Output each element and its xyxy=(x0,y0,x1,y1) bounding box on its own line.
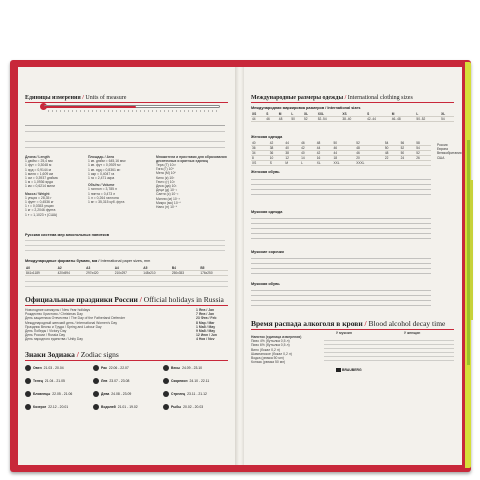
zodiac-sign: Козерог 22.12 - 20.01 xyxy=(25,404,68,410)
weight-row: 1 т = 1,1023 т (США) xyxy=(25,212,58,217)
aquarius-icon xyxy=(93,404,99,410)
paper-line xyxy=(25,281,228,282)
volume-row: 1 м³ = 35,315 куб. фута xyxy=(88,200,125,205)
holiday-item: Международный женский день / International Women's Day xyxy=(25,320,118,325)
zodiac-sign: Рак 22.06 - 22.07 xyxy=(93,365,129,371)
length-title: Длина / Length xyxy=(25,155,50,159)
alcohol-rule xyxy=(251,329,454,330)
length-column xyxy=(25,155,80,217)
table-line xyxy=(251,238,431,239)
notebook xyxy=(10,60,471,472)
brand-logo: BRAUBERG xyxy=(336,368,362,372)
scorpio-icon xyxy=(163,378,169,384)
virgo-icon xyxy=(93,391,99,397)
sizes-heading: Международные размеры одежды / International clothing sizes xyxy=(251,95,454,103)
alcohol-row: Пиво 6% (бутылка 0,5 л) xyxy=(251,343,290,348)
paper-table xyxy=(25,266,228,276)
conversion-line xyxy=(25,131,225,132)
paper-title: Международные форматы бумаги, мм / International paper sizes, mm xyxy=(25,259,151,263)
women-clothing-table: 40 42 44 46 48 50 52 54 56 58 36 38 40 42 44 46 48 50 52 54 34 36 38 40 42 44 46 48 50 52 8 10 12 14 16 18 20 22 24 26 XS S M L XL XXL XXXL xyxy=(251,141,431,166)
zodiac-sign: Телец 21.04 - 21.05 xyxy=(25,378,65,384)
alcohol-line xyxy=(324,352,454,353)
marking-table: XS S M L XL XXL XS S M L XL 44 46 48 50 52 52..54 38..40 42..44 46..48 50..52 54 xyxy=(251,112,454,122)
weight-row: 1 г = 0,0353 унции xyxy=(25,204,54,209)
prefix-row: Милли (м) 10⁻³ xyxy=(156,196,180,201)
holiday-date: 4 Ноя / Nov xyxy=(196,337,215,342)
libra-icon xyxy=(163,365,169,371)
measures-line xyxy=(25,250,225,251)
alcohol-row: Шампанское (бокал 0,2 л) xyxy=(251,351,292,356)
table-line xyxy=(251,305,431,306)
length-row: 1 дюйм = 25,4 мм xyxy=(25,159,53,164)
zodiac-sign: Скорпион 24.10 - 22.11 xyxy=(163,378,209,384)
table-line xyxy=(251,290,431,291)
table-line xyxy=(251,300,431,301)
table-line xyxy=(251,189,431,190)
men-shirts-title: Мужские сорочки xyxy=(251,250,284,254)
men-clothing-title: Мужская одежда xyxy=(251,210,283,214)
men-shoes-title: Мужская обувь xyxy=(251,282,280,286)
alcohol-line xyxy=(324,356,454,357)
table-line xyxy=(251,218,431,219)
left-page xyxy=(18,67,236,465)
alcohol-heading: Время распада алкоголя в крови / Blood alcohol decay time xyxy=(251,319,446,328)
gemini-icon xyxy=(25,391,31,397)
area-row: 1 кв. дюйм = 645,16 мм² xyxy=(88,159,126,164)
prefix-row: Санти (с) 10⁻² xyxy=(156,192,179,197)
prefix-row: Дека (да) 10¹ xyxy=(156,184,177,189)
table-line xyxy=(251,223,431,224)
holiday-date: 23 Фев / Feb xyxy=(196,316,217,321)
zodiac-rule xyxy=(25,360,228,361)
measures-line xyxy=(25,245,225,246)
holiday-item: День защитника Отечества / The Day of the Fatherland Defender xyxy=(25,316,126,321)
table-line xyxy=(251,258,431,259)
holiday-date: 1 Май / May xyxy=(196,324,216,329)
prefix-row: Тера (Т) 10¹² xyxy=(156,163,176,167)
alcohol-line xyxy=(324,340,454,341)
area-row: 1 кв. фут = 0,0929 м² xyxy=(88,163,121,168)
table-line xyxy=(251,263,431,264)
weight-title: Масса / Weight xyxy=(25,191,50,196)
prefix-title: Множители и приставки для образования десятичных и кратных единиц xyxy=(156,155,227,163)
bookmark-ribbon xyxy=(470,180,473,320)
weight-row: 1 фунт = 0,4536 кг xyxy=(25,200,54,205)
area-column xyxy=(88,155,146,204)
women-shoes-title: Женская обувь xyxy=(251,170,280,174)
alcohol-row: Водка (рюмка 50 мл) xyxy=(251,356,284,361)
taurus-icon xyxy=(25,378,31,384)
russian-measures-title: Русская система мер алкогольных напитков xyxy=(25,233,110,237)
holiday-item: Рождество Христово / Christmas Day xyxy=(25,312,83,317)
leo-icon xyxy=(93,378,99,384)
zodiac-heading: Знаки Зодиака / Zodiac signs xyxy=(25,350,119,359)
zodiac-sign: Рыбы 20.02 - 20.03 xyxy=(163,404,203,410)
zodiac-sign: Овен 21.03 - 20.04 xyxy=(25,365,64,371)
table-line xyxy=(251,273,431,274)
length-row: 1 фут = 0,3048 м xyxy=(25,163,52,168)
zodiac-sign: Водолей 21.01 - 19.02 xyxy=(93,404,138,410)
brand-icon xyxy=(336,368,341,372)
zodiac-sign: Дева 24.08 - 23.09 xyxy=(93,391,131,397)
measures-line xyxy=(25,240,225,241)
paper-line xyxy=(25,286,228,287)
prefix-row: Гига (Г) 10⁹ xyxy=(156,167,174,172)
cancer-icon xyxy=(93,365,99,371)
area-row: 1 га = 2,471 акра xyxy=(88,176,115,181)
alcohol-women-header: У женщин xyxy=(404,331,421,335)
paper-header-row: A0 A2 A3 A4 A5 B4 B5 xyxy=(25,266,228,271)
holiday-item: Праздник Весны и Труда / Spring and Labour Day xyxy=(25,324,102,329)
holiday-dates xyxy=(196,308,230,342)
holiday-date: 12 Июн / Jun xyxy=(196,333,217,338)
prefix-row: Микро (мк) 10⁻⁶ xyxy=(156,200,181,205)
length-row: 1 м = 1,0936 ярда xyxy=(25,180,53,185)
prefix-row: Мега (М) 10⁶ xyxy=(156,171,176,176)
temperature-scale xyxy=(40,101,228,115)
zodiac-sign: Близнецы 22.05 - 21.06 xyxy=(25,391,72,397)
conversion-line xyxy=(25,141,225,142)
units-heading: Единицы измерения / Units of measure xyxy=(25,95,228,103)
prefix-row: Кило (к) 10³ xyxy=(156,175,175,180)
holiday-date: 1 Янв / Jan xyxy=(196,308,215,312)
holiday-date: 7 Янв / Jan xyxy=(196,312,215,317)
alcohol-line xyxy=(324,348,454,349)
volume-title: Объём / Volume xyxy=(88,183,115,188)
prefix-row: Гекто (г) 10² xyxy=(156,179,175,184)
alcohol-row: Коньяк (рюмка 50 мл) xyxy=(251,360,286,365)
table-line xyxy=(251,184,431,185)
alcohol-line xyxy=(324,344,454,345)
prefix-column xyxy=(156,155,228,209)
prefix-row: Деци (д) 10⁻¹ xyxy=(156,188,177,193)
zodiac-sign: Весы 24.09 - 23.10 xyxy=(163,365,202,371)
table-line xyxy=(251,268,431,269)
countries-legend: Россия Европа Великобритания США xyxy=(437,143,462,160)
pisces-icon xyxy=(163,404,169,410)
holiday-date: 9 Май / May xyxy=(196,329,216,334)
table-line xyxy=(251,295,431,296)
conversion-line xyxy=(25,125,225,126)
conversion-line xyxy=(25,147,225,148)
holiday-item: День народного единства / Unity Day xyxy=(25,337,83,342)
holiday-item: День Победы / Victory Day xyxy=(25,329,67,334)
volume-row: 1 пинта = 0,473 л xyxy=(88,191,116,196)
paper-value-row: 841x1189 420x594 297x420 210x297 148x210 250x353 176x250 xyxy=(25,271,228,276)
alcohol-row: Пиво 4% (бутылка 0,5 л) xyxy=(251,339,290,344)
holidays-heading: Официальные праздники России / Official holidays in Russia xyxy=(25,295,224,304)
weight-row: 1 кг = 2,2046 фунта xyxy=(25,208,56,213)
volume-row: 1 л = 0,264 галлона xyxy=(88,195,119,200)
prefix-row: Нано (н) 10⁻⁹ xyxy=(156,205,178,210)
marking-title: Международная маркировка размеров / International sizes xyxy=(251,106,361,110)
alcohol-row: Вино (бокал 0,2 л) xyxy=(251,347,280,352)
length-row: 1 км = 0,6214 мили xyxy=(25,184,55,189)
table-line xyxy=(251,194,431,195)
holiday-item: День России / Russia Day xyxy=(25,333,66,338)
table-line xyxy=(251,233,431,234)
holiday-date: 8 Мар / Mar xyxy=(196,320,215,325)
right-page xyxy=(244,67,462,465)
capricorn-icon xyxy=(25,404,31,410)
table-line xyxy=(251,228,431,229)
zodiac-sign: Стрелец 23.11 - 21.12 xyxy=(163,391,207,397)
women-clothing-title: Женская одежда xyxy=(251,135,283,139)
area-title: Площадь / Area xyxy=(88,155,115,159)
volume-row: 1 галлон = 3,785 л xyxy=(88,187,117,192)
holidays-rule xyxy=(25,305,228,306)
aries-icon xyxy=(25,365,31,371)
area-row: 1 акр = 0,4047 га xyxy=(88,171,115,176)
area-row: 1 кв. ярд = 0,8361 м² xyxy=(88,167,121,172)
length-row: 1 ярд = 0,9144 м xyxy=(25,167,51,172)
table-line xyxy=(251,179,431,180)
alcohol-line xyxy=(324,360,454,361)
length-row: 1 миля = 1,609 км xyxy=(25,171,53,176)
zodiac-sign: Лев 23.07 - 23.08 xyxy=(93,378,129,384)
thermometer-ticks xyxy=(48,110,220,112)
alcohol-list: Напиток (единица измерения) Пиво 4% (бутылка 0,5 л) Пиво 6% (бутылка 0,5 л) Вино (бокал 0,2 л) Шампанское (бокал 0,2 л) Водка (рюмка 50 мл) Коньяк (рюмка 50 мл) xyxy=(251,335,321,364)
holiday-item: Новогодние каникулы / New Year holidays xyxy=(25,308,91,312)
length-row: 1 см = 0,3937 дюйма xyxy=(25,176,58,181)
thermometer-fill xyxy=(44,106,136,108)
holidays-list xyxy=(25,308,195,342)
sagittarius-icon xyxy=(163,391,169,397)
weight-row: 1 унция = 28,35 г xyxy=(25,195,52,200)
alcohol-men-header: У мужчин xyxy=(336,331,352,335)
